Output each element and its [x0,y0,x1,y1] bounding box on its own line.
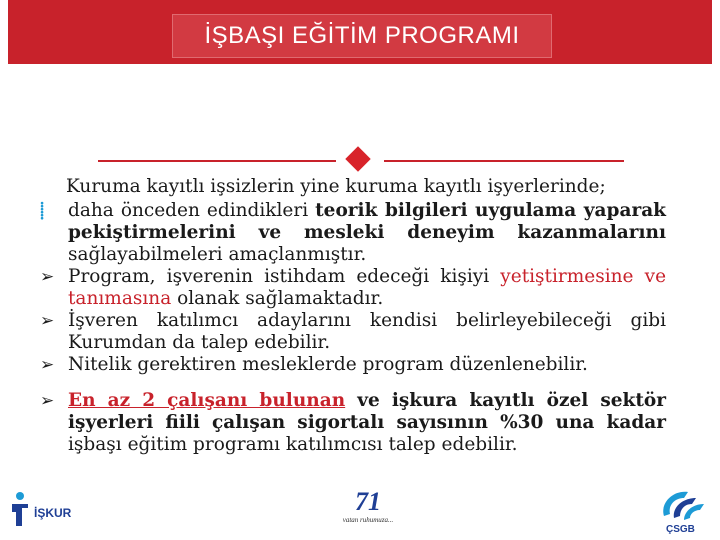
list-item: ➢ En az 2 çalışanı bulunan ve işkura kayıtlı özel sektör işyerleri fiili çalışan sigortalı sayısının %30 una kadar işbaşı eğitim programı katılımcısı talep edebilir. [40,390,666,455]
arrow-bullet-icon: ➢ [40,311,55,331]
csgb-mark-icon [654,486,710,524]
divider-right [384,160,624,162]
title-box [172,14,552,58]
diamond-ornament [345,146,370,171]
body-content [40,176,666,456]
divider-left [98,160,336,162]
arrow-bullet-icon: ➢ [40,355,55,375]
list-item: ⸽ daha önceden edindikleri teorik bilgileri uygulama yaparak pekiştirmelerini ve mesleki deneyim kazanmalarını sağlayabilmeleri amaçlanmıştır. [40,200,666,265]
header-bar [8,0,712,64]
iskur-logo: İŞKUR [8,490,88,534]
page-title: İŞBAŞI EĞİTİM PROGRAMI [204,22,520,49]
arrow-bullet-icon: ➢ [40,391,55,411]
csgb-logo: ÇSGB [654,486,716,538]
list-item: ➢ Nitelik gerektiren mesleklerde program düzenlenebilir. [40,354,588,375]
list-item: ➢ İşveren katılımcı adaylarını kendisi belirleyebileceği gibi Kurumdan da talep edebilir. [40,310,666,353]
anniversary-logo: 71 vatan ruhumuza... [342,487,394,524]
iskur-mark-icon [8,490,32,530]
check-icon: ⸽ [40,201,45,220]
list-item: ➢ Program, işverenin istihdam edeceği kişiyi yetiştirmesine ve tanımasına olanak sağlamaktadır. [40,266,667,309]
arrow-bullet-icon: ➢ [40,267,55,287]
intro-text: Kuruma kayıtlı işsizlerin yine kuruma kayıtlı işyerlerinde; [66,176,606,197]
